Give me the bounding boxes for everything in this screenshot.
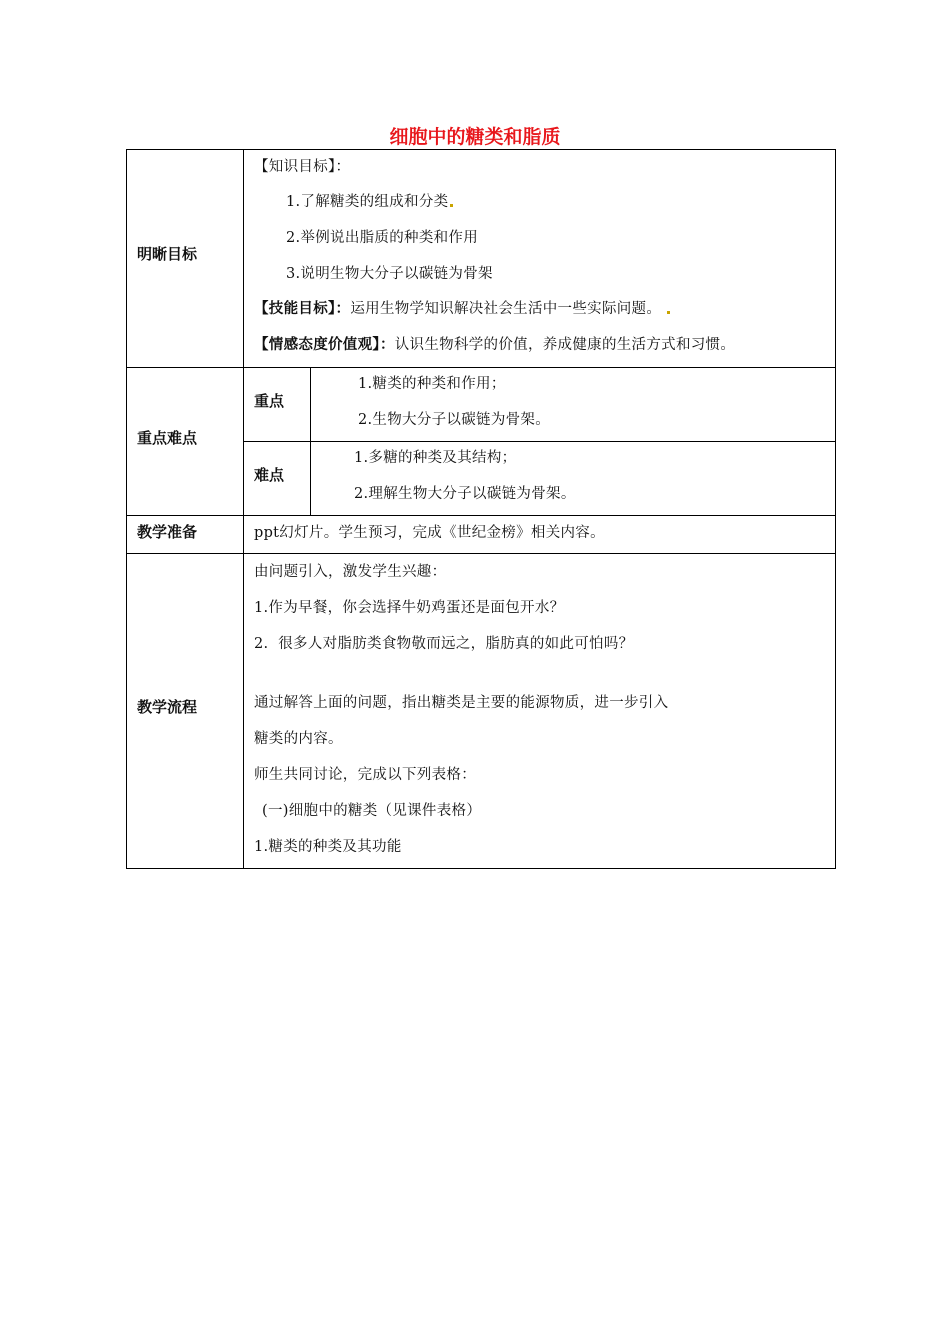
key-item: 1.糖类的种类和作用； xyxy=(358,376,506,392)
row-divider xyxy=(126,367,836,368)
difficult-item: 2.理解生物大分子以碳链为骨架。 xyxy=(354,486,576,502)
objectives-header: 明晰目标 xyxy=(137,245,198,263)
process-line: 由问题引入，激发学生兴趣： xyxy=(254,564,447,580)
knowledge-label: 【知识目标】： xyxy=(254,159,351,175)
emotion-text: 认识生物科学的价值，养成健康的生活方式和习惯。 xyxy=(394,337,736,353)
emotion-label: 【情感态度价值观】： xyxy=(254,336,395,353)
process-line: 糖类的内容。 xyxy=(254,731,343,747)
mark-dot xyxy=(450,204,453,207)
row-divider xyxy=(126,553,836,554)
process-line: 1.作为早餐，你会选择牛奶鸡蛋还是面包开水？ xyxy=(254,600,565,616)
knowledge-item: 3.说明生物大分子以碳链为骨架 xyxy=(286,266,493,282)
sub-column-divider xyxy=(310,367,311,515)
process-line: (一)细胞中的糖类（见课件表格） xyxy=(262,803,482,819)
skill-text: 运用生物学知识解决社会生活中一些实际问题。 xyxy=(350,301,662,317)
sub-row-divider xyxy=(243,441,836,442)
process-line: 2. 很多人对脂肪类食物敬而远之，脂肪真的如此可怕吗？ xyxy=(254,636,634,652)
difficult-label: 难点 xyxy=(254,466,285,484)
skill-label: 【技能目标】： xyxy=(254,300,351,317)
knowledge-item: 1.了解糖类的组成和分类 xyxy=(286,190,453,211)
skill-objective xyxy=(254,297,670,318)
process-line: 1.糖类的种类及其功能 xyxy=(254,839,402,855)
emotion-objective xyxy=(254,333,735,354)
key-points-header: 重点难点 xyxy=(137,429,198,447)
page-title: 细胞中的糖类和脂质 xyxy=(389,126,561,148)
difficult-item: 1.多糖的种类及其结构； xyxy=(354,450,517,466)
process-header: 教学流程 xyxy=(137,698,198,716)
preparation-text: ppt幻灯片。学生预习，完成《世纪金榜》相关内容。 xyxy=(254,525,605,541)
key-item: 2.生物大分子以碳链为骨架。 xyxy=(358,412,551,428)
lesson-table xyxy=(126,149,836,869)
row-divider xyxy=(126,515,836,516)
preparation-header: 教学准备 xyxy=(137,523,198,541)
key-label: 重点 xyxy=(254,392,285,410)
knowledge-item: 2.举例说出脂质的种类和作用 xyxy=(286,230,479,246)
column-divider xyxy=(243,149,244,869)
process-line: 通过解答上面的问题，指出糖类是主要的能源物质，进一步引入 xyxy=(254,695,669,711)
mark-dot xyxy=(667,311,670,314)
process-line: 师生共同讨论，完成以下列表格： xyxy=(254,767,476,783)
